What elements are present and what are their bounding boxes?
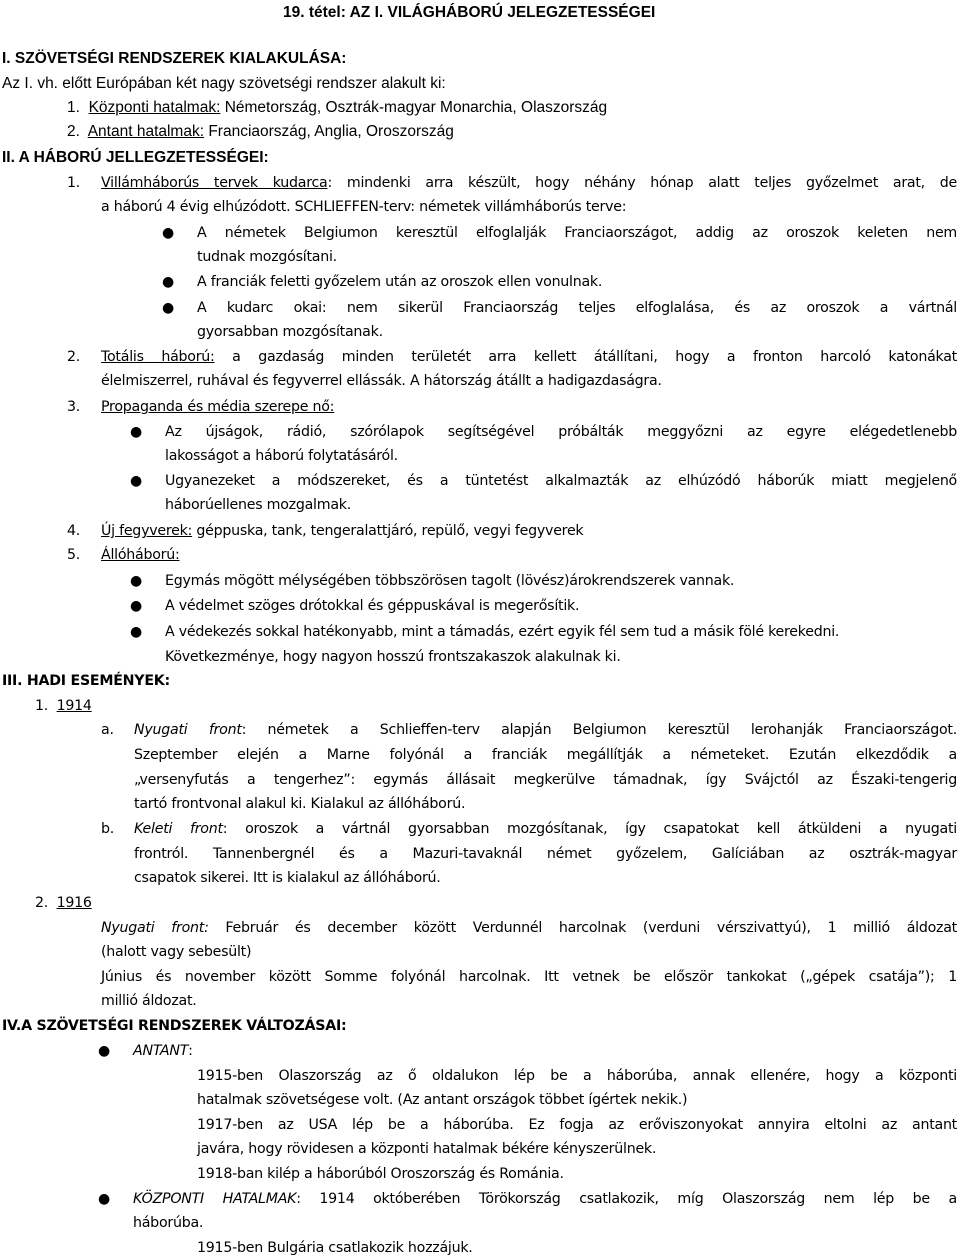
list-number: 1. bbox=[67, 99, 80, 116]
antant-line-2: hatalmak szövetségese volt. (Az antant országok többet ígértek nekik.) bbox=[197, 1092, 688, 1108]
list-number: 2. bbox=[35, 895, 49, 911]
central-powers-change-line-3: 1915-ben Bulgária csatlakozik hozzájuk. bbox=[197, 1240, 473, 1256]
western-front-1914-line-1: Nyugati front: németek a Schlieffen-terv alapján Belgiumon keresztül lerohanják Franciaországot. bbox=[134, 722, 957, 738]
western-front-1914-line-2: Szeptember elején a Marne folyónál a franciák megállítják a németeket. Ezután elkezdődik a bbox=[134, 747, 957, 763]
list-number: 5. bbox=[67, 547, 81, 563]
western-front-label: Nyugati front: bbox=[101, 920, 209, 936]
new-weapons-term: Új fegyverek: bbox=[101, 523, 193, 539]
propaganda-bullet-1-line-2: lakosságot a háború folytatásáról. bbox=[165, 448, 398, 464]
bullet-icon: ● bbox=[162, 225, 175, 241]
section-1-intro: Az I. vh. előtt Európában két nagy szövetségi rendszer alakult ki: bbox=[2, 75, 446, 92]
propaganda-bullet-2-line-1: Ugyanezeket a módszereket, és a tüntetést alkalmazták az elhúzódó háborúk miatt megjelenő bbox=[165, 473, 957, 489]
western-front-1916-line-3: Június és november között Somme folyónál harcolnak. Itt vetnek be először tankokat („gépek csatája”); 1 bbox=[101, 969, 957, 985]
western-front-label: Nyugati front bbox=[134, 722, 242, 738]
antant-line-1: 1915-ben Olaszország az ő oldalukon lép be a háborúba, annak ellenére, hogy a központi bbox=[197, 1068, 957, 1084]
list-number: 2. bbox=[67, 349, 81, 365]
antant-label-line: ANTANT: bbox=[133, 1043, 193, 1059]
propaganda-bullet-1-line-1: Az újságok, rádió, szórólapok segítségével próbálták meggyőzni az egyre elégedetlenebb bbox=[165, 424, 957, 440]
entente-term: Antant hatalmak: bbox=[87, 123, 205, 140]
schlieffen-bullet-1-line-2: tudnak mozgósítani. bbox=[197, 249, 337, 265]
blitzkrieg-line-1: Villámháborús tervek kudarca: mindenki arra készült, hogy néhány hónap alatt teljes győzelmet arat, de bbox=[101, 175, 958, 191]
year-1914: 1914 bbox=[56, 698, 92, 714]
total-war-line-2: élelmiszerrel, ruhával és fegyverrel ellássák. A hátország átállt a hadigazdaságra. bbox=[101, 373, 662, 389]
bullet-icon: ● bbox=[130, 473, 143, 489]
list-letter: a. bbox=[101, 722, 114, 738]
bullet-icon: ● bbox=[98, 1043, 111, 1059]
trench-bullet-2: A védelmet szöges drótokkal és géppuskával is megerősítik. bbox=[165, 598, 580, 614]
blitzkrieg-line-2: a háború 4 évig elhúzódott. SCHLIEFFEN-terv: németek villámháborús terve: bbox=[101, 199, 627, 215]
blitzkrieg-term: Villámháborús tervek kudarca bbox=[101, 175, 328, 191]
bullet-icon: ● bbox=[162, 300, 175, 316]
antant-line-3: 1917-ben az USA lép be a háborúba. Ez fogja az erőviszonyokat annyira eltolni az antant bbox=[197, 1117, 957, 1133]
antant-line-5: 1918-ban kilép a háborúból Oroszország és Románia. bbox=[197, 1166, 564, 1182]
trench-war-term: Állóháború: bbox=[101, 547, 180, 563]
total-war-line-1: Totális háború: a gazdaság minden területét arra kellett átállítani, hogy a fronton harcoló katonákat bbox=[101, 349, 957, 365]
western-front-1916-line-4: millió áldozat. bbox=[101, 993, 197, 1009]
list-number: 1. bbox=[35, 698, 49, 714]
propaganda-bullet-2-line-2: háborúellenes mozgalmak. bbox=[165, 497, 351, 513]
central-powers-term: Központi hatalmak: bbox=[88, 99, 221, 116]
central-powers-change-line-1: KÖZPONTI HATALMAK: 1914 októberében Törökország csatlakozik, míg Olaszország nem lép be a bbox=[133, 1191, 957, 1207]
trench-bullet-1: Egymás mögött mélységében többszörösen tagolt (lövész)árokrendszerek vannak. bbox=[165, 573, 735, 589]
central-powers-change-line-2: háborúba. bbox=[133, 1215, 204, 1231]
schlieffen-bullet-3-line-2: gyorsabban mozgósítanak. bbox=[197, 324, 383, 340]
year-1916-item bbox=[35, 893, 92, 913]
bullet-icon: ● bbox=[130, 573, 143, 589]
central-powers-members: Németország, Osztrák-magyar Monarchia, Olaszország bbox=[220, 99, 608, 116]
trench-bullet-3-line-1: A védekezés sokkal hatékonyabb, mint a támadás, ezért egyik fél sem tud a másik fölé kerekedni. bbox=[165, 624, 840, 640]
bullet-icon: ● bbox=[130, 424, 143, 440]
year-1914-item bbox=[35, 696, 92, 716]
schlieffen-bullet-3-line-1: A kudarc okai: nem sikerül Franciaország teljes elfoglalása, és az oroszok a vártnál bbox=[197, 300, 957, 316]
schlieffen-bullet-2: A franciák feletti győzelem után az oroszok ellen vonulnak. bbox=[197, 274, 603, 290]
propaganda-term: Propaganda és média szerepe nő: bbox=[101, 399, 335, 415]
western-front-1914-line-3: „versenyfutás a tengerhez”: egymás állásait megkerülve támadnak, így Svájctól az Északi-tengerig bbox=[134, 772, 957, 788]
entente-members: Franciaország, Anglia, Oroszország bbox=[204, 123, 454, 140]
western-front-1914-line-4: tartó frontvonal alakul ki. Kialakul az állóháború. bbox=[134, 796, 466, 812]
new-weapons-line: Új fegyverek: géppuska, tank, tengeralattjáró, repülő, vegyi fegyverek bbox=[101, 523, 584, 539]
section-3-heading: III. HADI ESEMÉNYEK: bbox=[2, 673, 170, 689]
alliance-item-1 bbox=[67, 98, 607, 118]
section-2-heading: II. A HÁBORÚ JELLEGZETESSÉGEI: bbox=[2, 149, 269, 166]
list-number: 1. bbox=[67, 175, 81, 191]
page-title: 19. tétel: AZ I. VILÁGHÁBORÚ JELEGZETESSÉGEI bbox=[283, 4, 656, 21]
bullet-icon: ● bbox=[98, 1191, 111, 1207]
eastern-front-1914-line-1: Keleti front: oroszok a vártnál gyorsabban mozgósítanak, így csapatokat kell átküldeni a nyugati bbox=[134, 821, 958, 837]
year-1916: 1916 bbox=[56, 895, 92, 911]
list-number: 4. bbox=[67, 523, 81, 539]
bullet-icon: ● bbox=[130, 624, 143, 640]
antant-line-4: javára, hogy rövidesen a központi hatalmak békére kényszerülnek. bbox=[197, 1141, 657, 1157]
section-4-heading: IV.A SZÖVETSÉGI RENDSZEREK VÁLTOZÁSAI: bbox=[2, 1018, 347, 1034]
list-letter: b. bbox=[101, 821, 115, 837]
antant-label: ANTANT bbox=[133, 1043, 189, 1059]
total-war-term: Totális háború: bbox=[101, 349, 215, 365]
bullet-icon: ● bbox=[130, 598, 143, 614]
section-1-heading: I. SZÖVETSÉGI RENDSZEREK KIALAKULÁSA: bbox=[2, 50, 347, 67]
central-powers-label: KÖZPONTI HATALMAK bbox=[133, 1191, 297, 1207]
eastern-front-1914-line-2: frontról. Tannenbergnél és a Mazuri-tavaknál német győzelem, Galíciában az osztrák-magyar bbox=[134, 846, 957, 862]
western-front-1916-line-1: Nyugati front: Február és december között Verdunnél harcolnak (verduni vérszivattyú), 1 millió áldozat bbox=[101, 920, 957, 936]
eastern-front-1914-line-3: csapatok sikerei. Itt is kialakul az állóháború. bbox=[134, 870, 441, 886]
eastern-front-label: Keleti front bbox=[134, 821, 223, 837]
schlieffen-bullet-1-line-1: A németek Belgiumon keresztül elfoglalják Franciaországot, addig az oroszok keleten nem bbox=[197, 225, 957, 241]
alliance-item-2 bbox=[67, 122, 454, 142]
bullet-icon: ● bbox=[162, 274, 175, 290]
western-front-1916-line-2: (halott vagy sebesült) bbox=[101, 944, 252, 960]
trench-bullet-3-line-2: Következménye, hogy nagyon hosszú frontszakaszok alakulnak ki. bbox=[165, 649, 621, 665]
list-number: 2. bbox=[67, 123, 80, 140]
list-number: 3. bbox=[67, 399, 81, 415]
